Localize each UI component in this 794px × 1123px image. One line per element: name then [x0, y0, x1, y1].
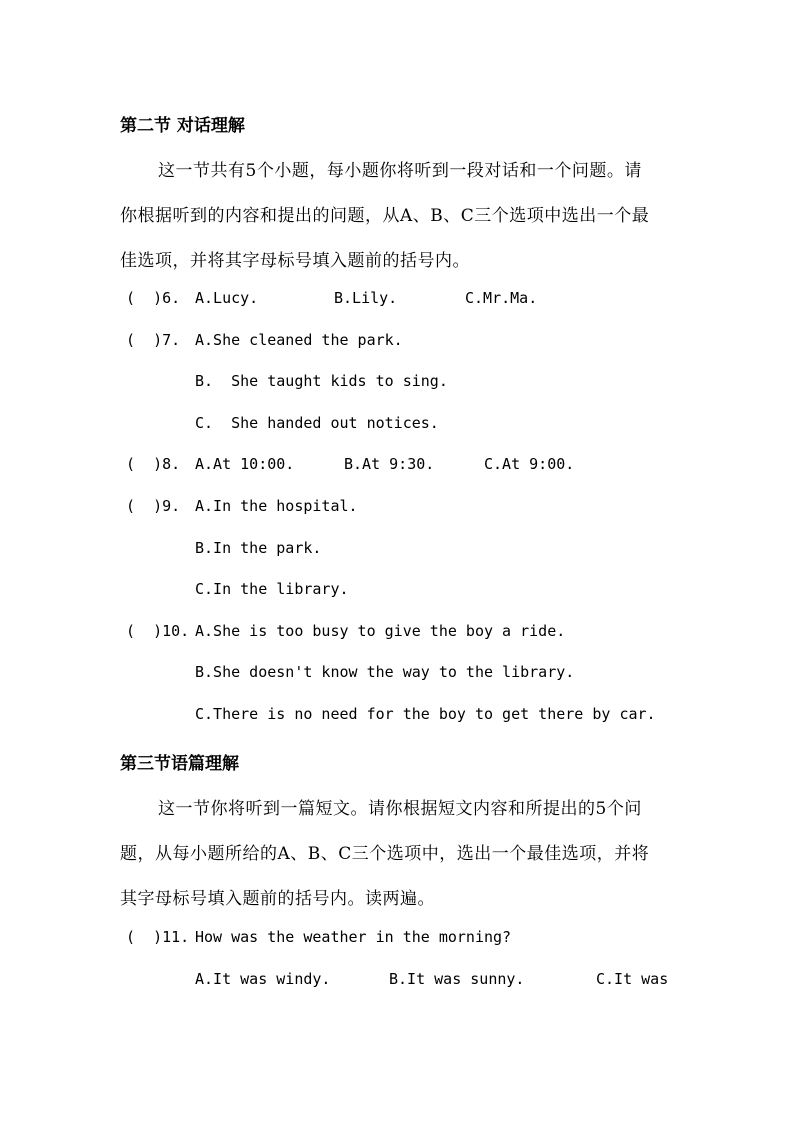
question-8-option-c: C.At 9:00. [484, 455, 575, 473]
section3-instruction-line1: 这一节你将听到一篇短文。请你根据短文内容和所提出的5个问 [158, 799, 642, 819]
question-6-option-a: A.Lucy. [195, 289, 259, 307]
question-9-option-b: B.In the park. [195, 539, 322, 557]
section3-heading: 第三节语篇理解 [120, 754, 239, 774]
question-10-option-b: B.She doesn't know the way to the library. [195, 663, 575, 681]
question-7-option-a: A.She cleaned the park. [195, 331, 403, 349]
question-7-bracket: ( )7. [126, 331, 181, 349]
question-11-bracket: ( )11. [126, 928, 190, 946]
question-7-option-b: B. She taught kids to sing. [195, 372, 448, 390]
question-7-option-c: C. She handed out notices. [195, 414, 439, 432]
question-11-option-c: C.It was [596, 970, 669, 988]
question-9-option-a: A.In the hospital. [195, 497, 358, 515]
question-11-option-a: A.It was windy. [195, 970, 331, 988]
section3-instruction-line3: 其字母标号填入题前的括号内。读两遍。 [120, 889, 435, 909]
question-6-option-c: C.Mr.Ma. [465, 289, 538, 307]
question-8-option-b: B.At 9:30. [344, 455, 435, 473]
section3-instruction-line2: 题，从每小题所给的A、B、C三个选项中，选出一个最佳选项，并将 [120, 844, 650, 864]
question-11-option-b: B.It was sunny. [389, 970, 525, 988]
question-6-option-b: B.Lily. [334, 289, 398, 307]
question-8-bracket: ( )8. [126, 455, 181, 473]
question-10-option-c: C.There is no need for the boy to get there by car. [195, 705, 656, 723]
question-10-option-a: A.She is too busy to give the boy a ride. [195, 622, 566, 640]
question-9-bracket: ( )9. [126, 497, 181, 515]
question-6-bracket: ( )6. [126, 289, 181, 307]
section2-instruction-line3: 佳选项，并将其字母标号填入题前的括号内。 [120, 251, 470, 271]
section2-heading: 第二节 对话理解 [120, 116, 245, 136]
question-9-option-c: C.In the library. [195, 580, 349, 598]
question-8-option-a: A.At 10:00. [195, 455, 295, 473]
question-11-text: How was the weather in the morning? [195, 928, 512, 946]
section2-instruction-line1: 这一节共有5个小题，每小题你将听到一段对话和一个问题。请 [158, 161, 642, 181]
section2-instruction-line2: 你根据听到的内容和提出的问题，从A、B、C三个选项中选出一个最 [120, 206, 650, 226]
question-10-bracket: ( )10. [126, 622, 190, 640]
